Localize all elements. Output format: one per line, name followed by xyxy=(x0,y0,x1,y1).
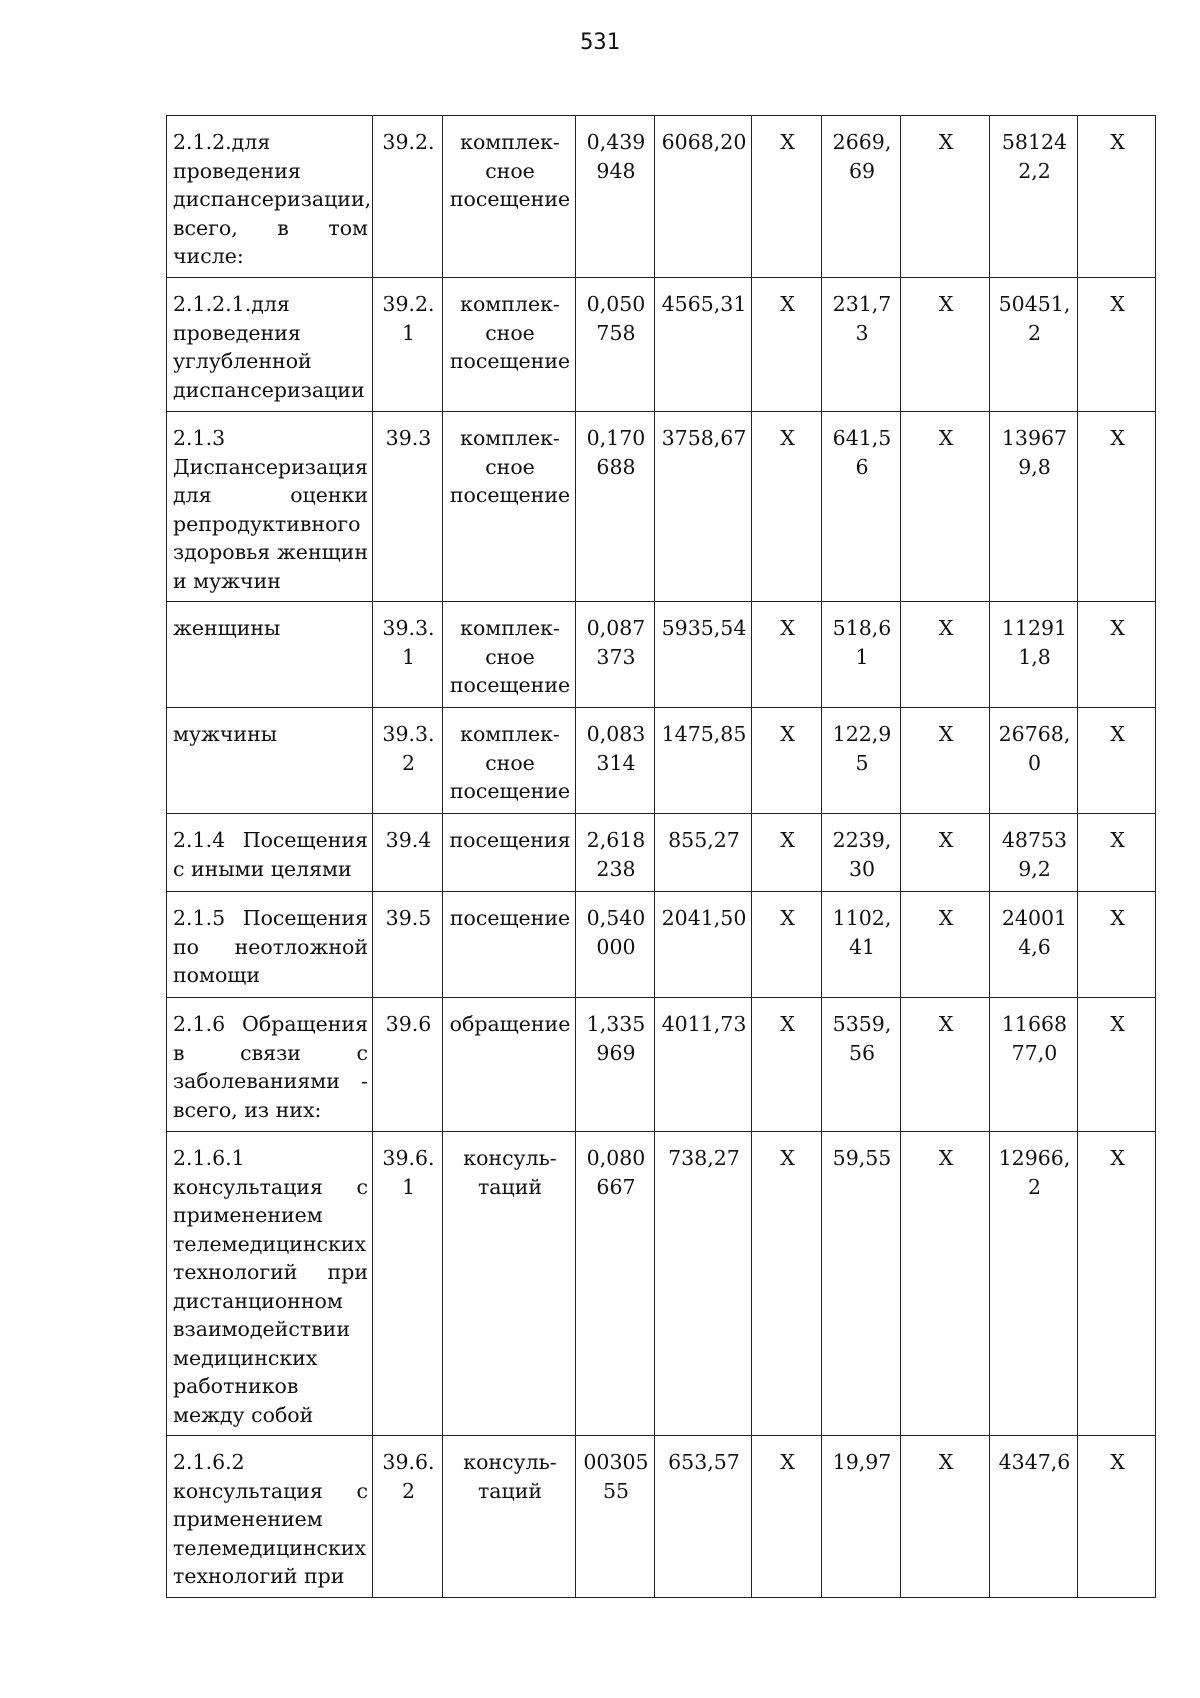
row-value-4: 518,61 xyxy=(822,602,901,708)
table-row xyxy=(167,602,1156,708)
row-value-6: 4347,6 xyxy=(990,1436,1078,1598)
row-unit: посещения xyxy=(443,814,576,892)
row-value-1: 0,439948 xyxy=(576,116,655,278)
row-value-5: X xyxy=(901,892,990,998)
row-value-6: 12966,2 xyxy=(990,1132,1078,1436)
row-code: 39.6.2 xyxy=(373,1436,443,1598)
row-unit: обращение xyxy=(443,998,576,1132)
row-value-4: 122,95 xyxy=(822,708,901,814)
row-code: 39.3 xyxy=(373,412,443,602)
row-code: 39.5 xyxy=(373,892,443,998)
row-unit: консуль-таций xyxy=(443,1132,576,1436)
row-unit: посещение xyxy=(443,892,576,998)
row-value-7: X xyxy=(1078,412,1156,602)
row-value-7: X xyxy=(1078,1132,1156,1436)
table-row xyxy=(167,892,1156,998)
row-value-1: 0,540000 xyxy=(576,892,655,998)
row-value-7: X xyxy=(1078,998,1156,1132)
row-value-1: 0,083314 xyxy=(576,708,655,814)
row-value-4: 231,73 xyxy=(822,278,901,412)
row-value-3: X xyxy=(752,998,822,1132)
row-value-1: 0,050758 xyxy=(576,278,655,412)
row-value-4: 5359,56 xyxy=(822,998,901,1132)
row-name: 2.1.6.2 консультация с применением телемедицинских технологий при xyxy=(167,1436,373,1598)
row-value-5: X xyxy=(901,412,990,602)
row-value-4: 2669,69 xyxy=(822,116,901,278)
row-unit: комплек-сное посещение xyxy=(443,708,576,814)
row-value-6: 581242,2 xyxy=(990,116,1078,278)
row-value-2: 653,57 xyxy=(655,1436,752,1598)
row-value-4: 1102,41 xyxy=(822,892,901,998)
row-value-4: 641,56 xyxy=(822,412,901,602)
row-code: 39.2.1 xyxy=(373,278,443,412)
row-code: 39.3.1 xyxy=(373,602,443,708)
row-unit: комплек-сное посещение xyxy=(443,116,576,278)
row-name: 2.1.2.для проведения диспансеризации, всего, в том числе: xyxy=(167,116,373,278)
row-value-5: X xyxy=(901,708,990,814)
row-value-3: X xyxy=(752,1436,822,1598)
row-code: 39.6.1 xyxy=(373,1132,443,1436)
row-code: 39.4 xyxy=(373,814,443,892)
row-value-5: X xyxy=(901,602,990,708)
row-value-4: 59,55 xyxy=(822,1132,901,1436)
row-code: 39.3.2 xyxy=(373,708,443,814)
row-value-1: 0030555 xyxy=(576,1436,655,1598)
row-name: 2.1.6 Обращения в связи с заболеваниями - всего, из них: xyxy=(167,998,373,1132)
row-value-6: 112911,8 xyxy=(990,602,1078,708)
row-value-6: 1166877,0 xyxy=(990,998,1078,1132)
table-row xyxy=(167,998,1156,1132)
row-value-5: X xyxy=(901,278,990,412)
row-value-2: 6068,20 xyxy=(655,116,752,278)
row-value-7: X xyxy=(1078,1436,1156,1598)
row-value-7: X xyxy=(1078,278,1156,412)
services-table xyxy=(166,115,1156,1598)
row-code: 39.6 xyxy=(373,998,443,1132)
row-code: 39.2. xyxy=(373,116,443,278)
row-value-6: 26768,0 xyxy=(990,708,1078,814)
row-value-5: X xyxy=(901,998,990,1132)
row-value-7: X xyxy=(1078,602,1156,708)
row-value-2: 738,27 xyxy=(655,1132,752,1436)
row-value-6: 240014,6 xyxy=(990,892,1078,998)
row-name: женщины xyxy=(167,602,373,708)
row-value-1: 0,170688 xyxy=(576,412,655,602)
row-value-7: X xyxy=(1078,814,1156,892)
row-value-2: 5935,54 xyxy=(655,602,752,708)
table-row xyxy=(167,1436,1156,1598)
row-value-3: X xyxy=(752,1132,822,1436)
row-value-2: 3758,67 xyxy=(655,412,752,602)
row-value-7: X xyxy=(1078,116,1156,278)
row-value-1: 2,618238 xyxy=(576,814,655,892)
row-value-1: 0,087373 xyxy=(576,602,655,708)
row-value-5: X xyxy=(901,1132,990,1436)
row-value-3: X xyxy=(752,892,822,998)
row-value-2: 4565,31 xyxy=(655,278,752,412)
row-value-1: 1,335969 xyxy=(576,998,655,1132)
row-value-6: 487539,2 xyxy=(990,814,1078,892)
row-value-3: X xyxy=(752,116,822,278)
row-value-3: X xyxy=(752,708,822,814)
row-value-6: 139679,8 xyxy=(990,412,1078,602)
row-name: 2.1.4 Посещения с иными целями xyxy=(167,814,373,892)
row-value-5: X xyxy=(901,814,990,892)
row-value-2: 2041,50 xyxy=(655,892,752,998)
row-value-4: 2239,30 xyxy=(822,814,901,892)
row-value-6: 50451,2 xyxy=(990,278,1078,412)
row-value-4: 19,97 xyxy=(822,1436,901,1598)
row-value-2: 855,27 xyxy=(655,814,752,892)
row-unit: комплек-сное посещение xyxy=(443,278,576,412)
row-value-7: X xyxy=(1078,892,1156,998)
row-value-2: 4011,73 xyxy=(655,998,752,1132)
row-value-2: 1475,85 xyxy=(655,708,752,814)
row-unit: комплек-сное посещение xyxy=(443,602,576,708)
row-value-7: X xyxy=(1078,708,1156,814)
table-row xyxy=(167,814,1156,892)
row-value-3: X xyxy=(752,412,822,602)
row-value-3: X xyxy=(752,602,822,708)
page-number: 531 xyxy=(580,30,620,55)
table-row xyxy=(167,1132,1156,1436)
row-unit: комплек-сное посещение xyxy=(443,412,576,602)
row-name: 2.1.5 Посещения по неотложной помощи xyxy=(167,892,373,998)
row-value-1: 0,080667 xyxy=(576,1132,655,1436)
row-name: 2.1.3 Диспансеризация для оценки репродуктивного здоровья женщин и мужчин xyxy=(167,412,373,602)
row-name: мужчины xyxy=(167,708,373,814)
table-row xyxy=(167,412,1156,602)
row-unit: консуль-таций xyxy=(443,1436,576,1598)
row-value-3: X xyxy=(752,278,822,412)
table-row xyxy=(167,278,1156,412)
table-row xyxy=(167,116,1156,278)
row-value-5: X xyxy=(901,1436,990,1598)
table-row xyxy=(167,708,1156,814)
row-name: 2.1.6.1 консультация с применением телемедицинских технологий при дистанционном взаимодействии медицинских работников между собой xyxy=(167,1132,373,1436)
row-name: 2.1.2.1.для проведения углубленной диспансеризации xyxy=(167,278,373,412)
row-value-5: X xyxy=(901,116,990,278)
row-value-3: X xyxy=(752,814,822,892)
